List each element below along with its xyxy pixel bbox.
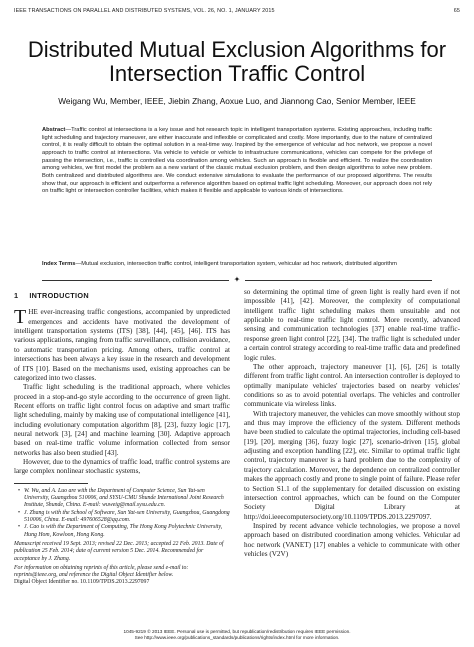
- paragraph-text: HE ever-increasing traffic congestions, accompanied by unpredicted emergences and accidents have motivated the development of intelligent transportation systems (ITS) [38], [44], [45], [46]. ITS has various applications, ranging from traffic surveillance, collision avoidance, to automatic transportation pricing. Among others, traffic control at intersections has been always a key issue in the research and development of ITS [10]. Based on the mechanisms used, existing approaches can be categorized into two classes.: [14, 308, 230, 382]
- abstract: [42, 127, 432, 196]
- body-paragraph: However, due to the dynamics of traffic load, traffic control systems are large complex nonlinear stochastic systems,: [14, 458, 230, 476]
- abstract-text: —Traffic control at intersections is a key issue and hot research topic in intelligent transportation systems. Existing approaches, including traffic light scheduling and trajectory maneuver, are either inaccurate and inflexible or complicated and costly. More importantly, due to the nature of centralized control, it is really difficult to obtain the optimal solution in a real-time way. Inspired by the emergence of vehicular ad hoc network, we propose a novel approach to traffic control at intersections. Via vehicle to vehicle or vehicle to infrastructure communications, vehicles can compete for the privilege of passing the intersection, i.e., traffic is controlled via coordination among vehicles. Such an approach is flexible and efficient. To realize the coordination among vehicles, we first model the problem as a new variant of the classic mutual exclusion problem, and then design algorithms to solve new problem. Both centralized and distributed algorithms are. We conduct extensive simulations to evaluate the performance of our proposed algorithms. The results show that, our approach is efficient and outperforms a reference algorithm based on optimal traffic light scheduling. Moreover, our approach does not rely on traffic light or intersection controller facilities, which makes it flexible and applicable to various kinds of intersections.: [42, 127, 432, 195]
- paper-title: Distributed Mutual Exclusion Algorithms for Intersection Traffic Control: [27, 37, 447, 86]
- divider-line-right: [245, 280, 432, 281]
- affiliation-footnote: • J. Zhang is with the School of Software, Sun Yat-sen University, Guangzhou, Guangdong 510006, China. E-mail: 497606528@qq.com.: [18, 509, 230, 524]
- body-paragraph: Inspired by recent advance vehicle technologies, we propose a novel approach based on distributed coordination among vehicles. Vehicular ad hoc network (VANET) [17] enables a vehicle to communicate with other vehicles (V2V): [244, 521, 460, 559]
- body-paragraph: so determining the optimal time of green light is really hard even if not impossible [41], [42]. Moreover, the complexity of computational intelligent traffic light scheduling makes them unsuitable and not applicable to real-time traffic light control. More recently, advanced sensing and communication technologies [37] enable real-time traffic-response green light control [22], [34]. The traffic light is scheduled under a certain control strategy according to real-time traffic data and predefined logic rules.: [244, 288, 460, 362]
- drop-cap: T: [14, 306, 27, 329]
- section-divider: [42, 276, 432, 286]
- index-terms-text: —Mutual exclusion, intersection traffic control, intelligent transportation system, vehicular ad hoc network, distributed algorithm: [75, 261, 397, 267]
- reprint-info: For information on obtaining reprints of this article, please send e-mail to: reprints@ieee.org, and reference the Digital Object Identifier below. Digital Object Identifier no. 10.1109/TPDS.2013.2297097: [14, 564, 189, 586]
- body-paragraph: [14, 308, 230, 383]
- abstract-label: Abstract: [42, 127, 66, 133]
- running-head: [14, 8, 460, 16]
- affiliation-footnote: • W. Wu, and A. Luo are with the Department of Computer Science, Sun Yat-sen University, Guangzhou 510006, and SYSU-CMU Shunde International Joint Research Institute, Shunde, China. E-mail: wuweig@mail.sysu.edu.cn.: [18, 487, 224, 509]
- page-number: 65: [453, 8, 460, 14]
- body-paragraph: Traffic light scheduling is the traditional approach, where vehicles proceed in a stop-and-go style according to the occurrence of green light. Recent efforts on traffic light control focus on adaptive and smart traffic light scheduling, mainly by making use of computational intelligence [41], including evolutionary computation algorithm [8], [23], fuzzy logic [17], neural network [3], [24] and machine learning [30]. Adaptive approach based on real-time traffic volume information collected from sensor networks has also been studied [43].: [14, 383, 230, 457]
- left-column: [14, 288, 230, 587]
- author-list: Weigang Wu, Member, IEEE, Jiebin Zhang, Aoxue Luo, and Jiannong Cao, Senior Member, IEEE: [58, 96, 416, 106]
- index-terms: [42, 261, 432, 269]
- journal-name: IEEE TRANSACTIONS ON PARALLEL AND DISTRIBUTED SYSTEMS, VOL. 26, NO. 1, JANUARY 2015: [14, 8, 275, 14]
- section-title: INTRODUCTION: [29, 291, 89, 300]
- copyright-footer: [60, 629, 414, 641]
- bullet-icon: •: [18, 487, 21, 494]
- right-column: [244, 288, 460, 559]
- footnote-rule: [14, 483, 88, 484]
- permissions-line: See http://www.ieee.org/publications_standards/publications/rights/index.html for more information.: [134, 635, 340, 640]
- doi: Digital Object Identifier no. 10.1109/TPDS.2013.2297097: [14, 579, 150, 586]
- affiliation-footnote: • J. Cao is with the Department of Computing, The Hong Kong Polytechnic University, Hung Hom, Kowloon, Hong Kong.: [18, 524, 223, 538]
- divider-line-left: [42, 280, 229, 281]
- copyright-line: 1045-9219 © 2013 IEEE. Personal use is permitted, but republication/redistribution requires IEEE permission.: [123, 629, 351, 634]
- divider-ornament-icon: ✦: [233, 275, 241, 284]
- body-paragraph: The other approach, trajectory maneuver [1], [6], [26] is totally different from traffic light control. An intersection controller is deployed to optimally manipulate vehicles' trajectories based on nearby vehicles' conditions so as to avoid potential overlaps. The vehicles and controller communicate via wireless links.: [244, 362, 460, 409]
- bullet-icon: •: [18, 524, 21, 531]
- manuscript-note: Manuscript received 19 Sept. 2013; revised 22 Dec. 2013; accepted 22 Feb. 2013. Date of publication 25 Feb. 2014; date of current version 5 Dec. 2014. Recommended for acceptance by J. Zhang.: [14, 540, 224, 562]
- bullet-icon: •: [18, 509, 21, 516]
- section-heading: [14, 291, 230, 300]
- index-terms-label: Index Terms: [42, 261, 76, 267]
- section-number: 1: [14, 291, 19, 300]
- body-paragraph: With trajectory maneuver, the vehicles can move smoothly without stop and thus may improve the efficiency of the system. Different methods have been studied to calculate the optimal trajectories, including cell-based [19], [20], merging [36], fuzzy logic [27], scenario-driven [15], global adjusting and exception handling [22], etc. Similar to optimal traffic light control, trajectory maneuver is a hard problem due to the complexity of trajectory calculation. Moreover, the dependence on centralized controller makes the approach costly and prone to single point of failure. Please refer to Section S1.1 of the supplementary for detailed discussion on existing intersection control approaches, which can be found on the Computer Society Digital Library at http://doi.ieeecomputersociety.org/10.1109/TPDS.2013.2297097.: [244, 409, 460, 521]
